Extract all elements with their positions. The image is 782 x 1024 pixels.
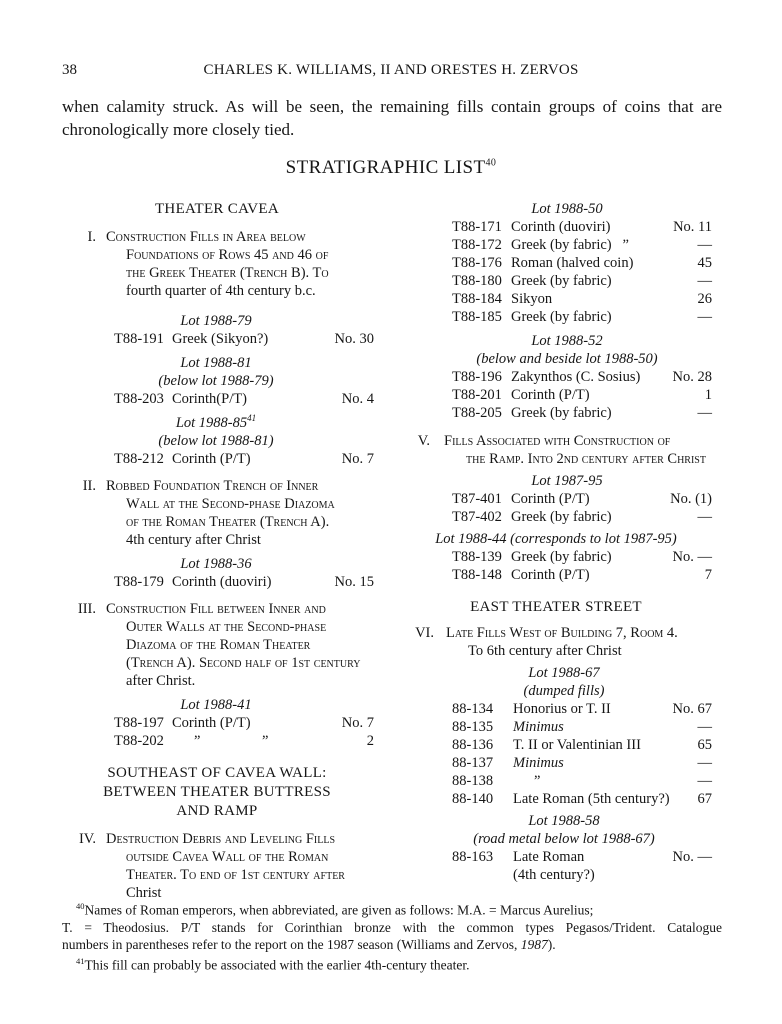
coin-catalog: T88-185 — [452, 309, 502, 325]
lot-label — [74, 414, 358, 432]
coin-description: (4th century?) — [513, 867, 595, 883]
heading-southeast-line-3: AND RAMP — [176, 803, 258, 819]
coin-catalog: 88-136 — [452, 737, 494, 753]
lot-label: Lot 1988-81 — [180, 355, 252, 371]
section-i-line-3: the Greek Theater (Trench B). To — [126, 265, 329, 281]
footnotes — [62, 898, 722, 973]
footnote-40-line-1: Names of Roman emperors, when abbreviated, are given as follows: M.A. = Marcus Aurelius; — [84, 902, 594, 918]
ditto-mark: ” — [534, 773, 541, 789]
footnote-41-text: This fill can probably be associated with the earlier 4th-century theater. — [84, 957, 470, 972]
section-iii-line-3: Diazoma of the Roman Theater — [126, 637, 311, 653]
coin-row — [414, 236, 712, 254]
coin-description: T. II or Valentinian III — [513, 737, 641, 753]
coin-row — [414, 566, 712, 584]
coin-catalog: 88-163 — [452, 849, 494, 865]
coin-catalog: T88-201 — [452, 387, 502, 403]
section-vi-number: VI. — [415, 625, 434, 641]
coin-row — [74, 390, 374, 408]
intro-line-1: when calamity struck. As will be seen, the remaining fills contain groups of coins that are — [62, 97, 722, 116]
coin-number: No. 30 — [334, 331, 374, 347]
coin-description: Corinth (duoviri) — [511, 219, 611, 235]
section-iv-line-4: Christ — [126, 885, 162, 901]
coin-number: — — [697, 755, 712, 771]
coin-list-1988-50 — [414, 218, 712, 326]
coin-number: — — [697, 773, 712, 789]
lot-note: (below lot 1988-81) — [158, 433, 274, 449]
coin-row — [414, 790, 712, 808]
coin-catalog: T88-139 — [452, 549, 502, 565]
coin-number: No. — — [672, 549, 712, 565]
coin-description: Corinth (P/T) — [172, 715, 251, 731]
coin-number: 1 — [704, 387, 712, 403]
coin-row — [414, 368, 712, 386]
coin-number: — — [697, 309, 712, 325]
coin-number: No. 11 — [673, 219, 712, 235]
lot-label: Lot 1988-41 — [180, 697, 252, 713]
coin-description: Corinth (P/T) — [511, 387, 590, 403]
section-i-line-1: Construction Fills in Area below — [106, 229, 306, 245]
coin-description: Greek (by fabric) — [511, 509, 612, 525]
coin-number: — — [697, 719, 712, 735]
footnote-ref-41: 41 — [247, 413, 257, 424]
section-v — [414, 432, 712, 468]
lot-label: Lot 1988-52 — [531, 333, 603, 349]
section-iv — [74, 830, 374, 902]
lot-label: Lot 1988-79 — [180, 313, 252, 329]
section-vi-line-1: Late Fills West of Building 7, Room 4. — [446, 625, 678, 641]
lot-label: Lot 1988-58 — [528, 813, 600, 829]
section-ii-line-2: Wall at the Second-phase Diazoma — [126, 496, 335, 512]
coin-number: 2 — [366, 733, 374, 749]
footnote-mark: 41 — [76, 955, 85, 966]
section-title-text: STRATIGRAPHIC LIST — [285, 157, 486, 178]
coin-catalog: T88-191 — [114, 331, 164, 347]
coin-row — [414, 290, 712, 308]
section-iv-number: IV. — [78, 831, 96, 847]
ditto-mark: ” — [194, 733, 201, 749]
coin-number: No. (1) — [670, 491, 712, 507]
section-ii-line-3: of the Roman Theater (Trench A). — [126, 514, 330, 530]
lot-label: Lot 1988-44 (corresponds to lot 1987-95) — [435, 531, 677, 547]
heading-southeast-line-2: BETWEEN THEATER BUTTRESS — [103, 784, 331, 800]
coin-description: Sikyon — [511, 291, 553, 307]
lot-label-text: Lot 1988-85 — [175, 415, 248, 431]
intro-line-2: chronologically more closely tied. — [62, 120, 295, 139]
coin-description: Minimus — [513, 755, 564, 771]
lot-note: (below and beside lot 1988-50) — [476, 351, 658, 367]
footnote-40-line-3-text: numbers in parentheses refer to the report on the 1987 season (Williams and Zervos, — [62, 936, 521, 952]
section-i — [74, 228, 374, 300]
running-head-authors: CHARLES K. WILLIAMS, II AND ORESTES H. ZERVOS — [203, 62, 579, 78]
coin-row — [74, 330, 374, 348]
footnote-mark: 40 — [76, 901, 85, 911]
coin-description: Minimus — [513, 719, 564, 735]
footnote-41 — [62, 953, 722, 974]
coin-description: Greek (by fabric) — [511, 549, 612, 565]
coin-number: No. 7 — [341, 715, 374, 731]
footnote-40-line-3 — [62, 936, 722, 953]
section-i-number: I. — [87, 229, 96, 245]
footnote-40-citation-year: 1987 — [520, 936, 548, 952]
coin-catalog: T88-197 — [114, 715, 164, 731]
section-vi — [414, 624, 712, 660]
footnote-40-line-3-end: ). — [547, 936, 556, 952]
coin-row — [414, 548, 712, 566]
coin-catalog: T87-402 — [452, 509, 502, 525]
coin-description: Greek (by fabric) — [511, 405, 612, 421]
section-iii-line-4: (Trench A). Second half of 1st century — [126, 655, 361, 671]
coin-catalog: T88-184 — [452, 291, 502, 307]
coin-catalog: T88-212 — [114, 451, 164, 467]
coin-description: Corinth (duoviri) — [172, 574, 272, 590]
coin-row — [74, 714, 374, 732]
coin-catalog: T88-205 — [452, 405, 502, 421]
coin-catalog: 88-137 — [452, 755, 494, 771]
coin-number: No. 67 — [672, 701, 712, 717]
heading-theater-cavea: THEATER CAVEA — [154, 201, 280, 217]
page-number: 38 — [62, 62, 77, 78]
section-iii-line-5: after Christ. — [126, 673, 196, 689]
section-v-line-1: Fills Associated with Construction of — [444, 433, 671, 449]
section-title — [0, 157, 782, 179]
coin-catalog: T88-148 — [452, 567, 502, 583]
heading-southeast — [74, 764, 360, 821]
coin-description: Zakynthos (C. Sosius) — [511, 369, 641, 385]
coin-catalog: T87-401 — [452, 491, 502, 507]
coin-row — [414, 254, 712, 272]
section-v-number: V. — [417, 433, 430, 449]
lot-note: (below lot 1988-79) — [158, 373, 274, 389]
coin-row — [414, 848, 712, 866]
coin-list-1988-67 — [414, 700, 712, 808]
section-ii-number: II. — [82, 478, 96, 494]
section-v-line-2: the Ramp. Into 2nd century after Christ — [466, 451, 706, 467]
coin-catalog: 88-134 — [452, 701, 494, 717]
coin-number: 65 — [697, 737, 712, 753]
coin-number: — — [697, 509, 712, 525]
coin-number: No. 15 — [334, 574, 374, 590]
coin-catalog: T88-180 — [452, 273, 502, 289]
coin-description: Corinth (P/T) — [172, 451, 251, 467]
coin-description: Greek (by fabric) ” — [511, 237, 629, 253]
intro-paragraph — [62, 95, 722, 141]
section-ii — [74, 477, 374, 549]
section-iii-number: III. — [77, 601, 96, 617]
lot-note: (dumped fills) — [523, 683, 605, 699]
coin-description: Corinth(P/T) — [172, 391, 247, 407]
coin-description: Greek (by fabric) — [511, 309, 612, 325]
coin-row — [414, 218, 712, 236]
coin-list-1988-44 — [414, 548, 712, 584]
coin-description: Corinth (P/T) — [511, 491, 590, 507]
coin-list-1988-52 — [414, 368, 712, 422]
coin-row-continuation — [414, 866, 712, 884]
coin-row — [414, 508, 712, 526]
section-iii — [74, 600, 374, 690]
coin-catalog: 88-135 — [452, 719, 494, 735]
coin-list-1987-95 — [414, 490, 712, 526]
coin-number: — — [697, 237, 712, 253]
coin-catalog: 88-138 — [452, 773, 494, 789]
coin-catalog: T88-203 — [114, 391, 164, 407]
coin-number: No. 28 — [672, 369, 712, 385]
coin-row — [414, 736, 712, 754]
coin-description: Honorius or T. II — [513, 701, 611, 717]
footnote-ref-40: 40 — [485, 157, 497, 169]
coin-row — [414, 404, 712, 422]
heading-southeast-line-1: SOUTHEAST OF CAVEA WALL: — [107, 765, 327, 781]
coin-row — [414, 308, 712, 326]
footnote-40-line-2: T. = Theodosius. P/T stands for Corinthian bronze with the common types Pegasos/Trident. Catalogue — [62, 919, 722, 935]
coin-row — [414, 754, 712, 772]
coin-number: No. — — [672, 849, 712, 865]
coin-number: 26 — [697, 291, 712, 307]
section-i-line-4: fourth quarter of 4th century b.c. — [126, 283, 316, 299]
coin-description: Corinth (P/T) — [511, 567, 590, 583]
coin-description: Roman (halved coin) — [511, 255, 634, 271]
section-i-line-2: Foundations of Rows 45 and 46 of — [126, 247, 329, 263]
lot-label: Lot 1988-36 — [180, 556, 252, 572]
coin-row — [74, 732, 374, 750]
coin-row — [414, 700, 712, 718]
section-iv-line-2: outside Cavea Wall of the Roman — [126, 849, 329, 865]
coin-number: No. 4 — [341, 391, 374, 407]
coin-catalog: T88-172 — [452, 237, 502, 253]
coin-catalog: T88-171 — [452, 219, 502, 235]
coin-number: No. 7 — [341, 451, 374, 467]
coin-description: Greek (Sikyon?) — [172, 331, 269, 347]
coin-catalog: T88-196 — [452, 369, 502, 385]
coin-number: 7 — [704, 567, 712, 583]
coin-number: — — [697, 273, 712, 289]
coin-catalog: T88-179 — [114, 574, 164, 590]
lot-label: Lot 1988-67 — [528, 665, 600, 681]
coin-catalog: 88-140 — [452, 791, 494, 807]
lot-note: (road metal below lot 1988-67) — [473, 831, 655, 847]
coin-row — [414, 490, 712, 508]
lot-label: Lot 1987-95 — [531, 473, 603, 489]
coin-description: Greek (by fabric) — [511, 273, 612, 289]
footnote-40 — [62, 898, 722, 919]
coin-row — [414, 772, 712, 790]
heading-east-theater-street: EAST THEATER STREET — [470, 599, 642, 615]
right-column — [414, 200, 712, 884]
lot-label: Lot 1988-50 — [531, 201, 603, 217]
coin-catalog: T88-202 — [114, 733, 164, 749]
coin-row — [414, 386, 712, 404]
coin-description: Late Roman — [513, 849, 585, 865]
coin-description: Late Roman (5th century?) — [513, 791, 670, 807]
section-ii-line-4: 4th century after Christ — [126, 532, 261, 548]
coin-row — [414, 718, 712, 736]
section-vi-line-2: To 6th century after Christ — [468, 643, 622, 659]
section-iv-line-1: Destruction Debris and Leveling Fills — [106, 831, 336, 847]
coin-number: 45 — [697, 255, 712, 271]
coin-row — [74, 573, 374, 591]
coin-catalog: T88-176 — [452, 255, 502, 271]
section-iv-line-3: Theater. To end of 1st century after — [126, 867, 345, 883]
section-iii-line-2: Outer Walls at the Second-phase — [126, 619, 327, 635]
section-ii-line-1: Robbed Foundation Trench of Inner — [106, 478, 319, 494]
left-column — [74, 200, 374, 902]
section-iii-line-1: Construction Fill between Inner and — [106, 601, 326, 617]
coin-row — [74, 450, 374, 468]
coin-row — [414, 272, 712, 290]
ditto-mark: ” — [262, 733, 269, 749]
coin-number: — — [697, 405, 712, 421]
coin-number: 67 — [697, 791, 712, 807]
